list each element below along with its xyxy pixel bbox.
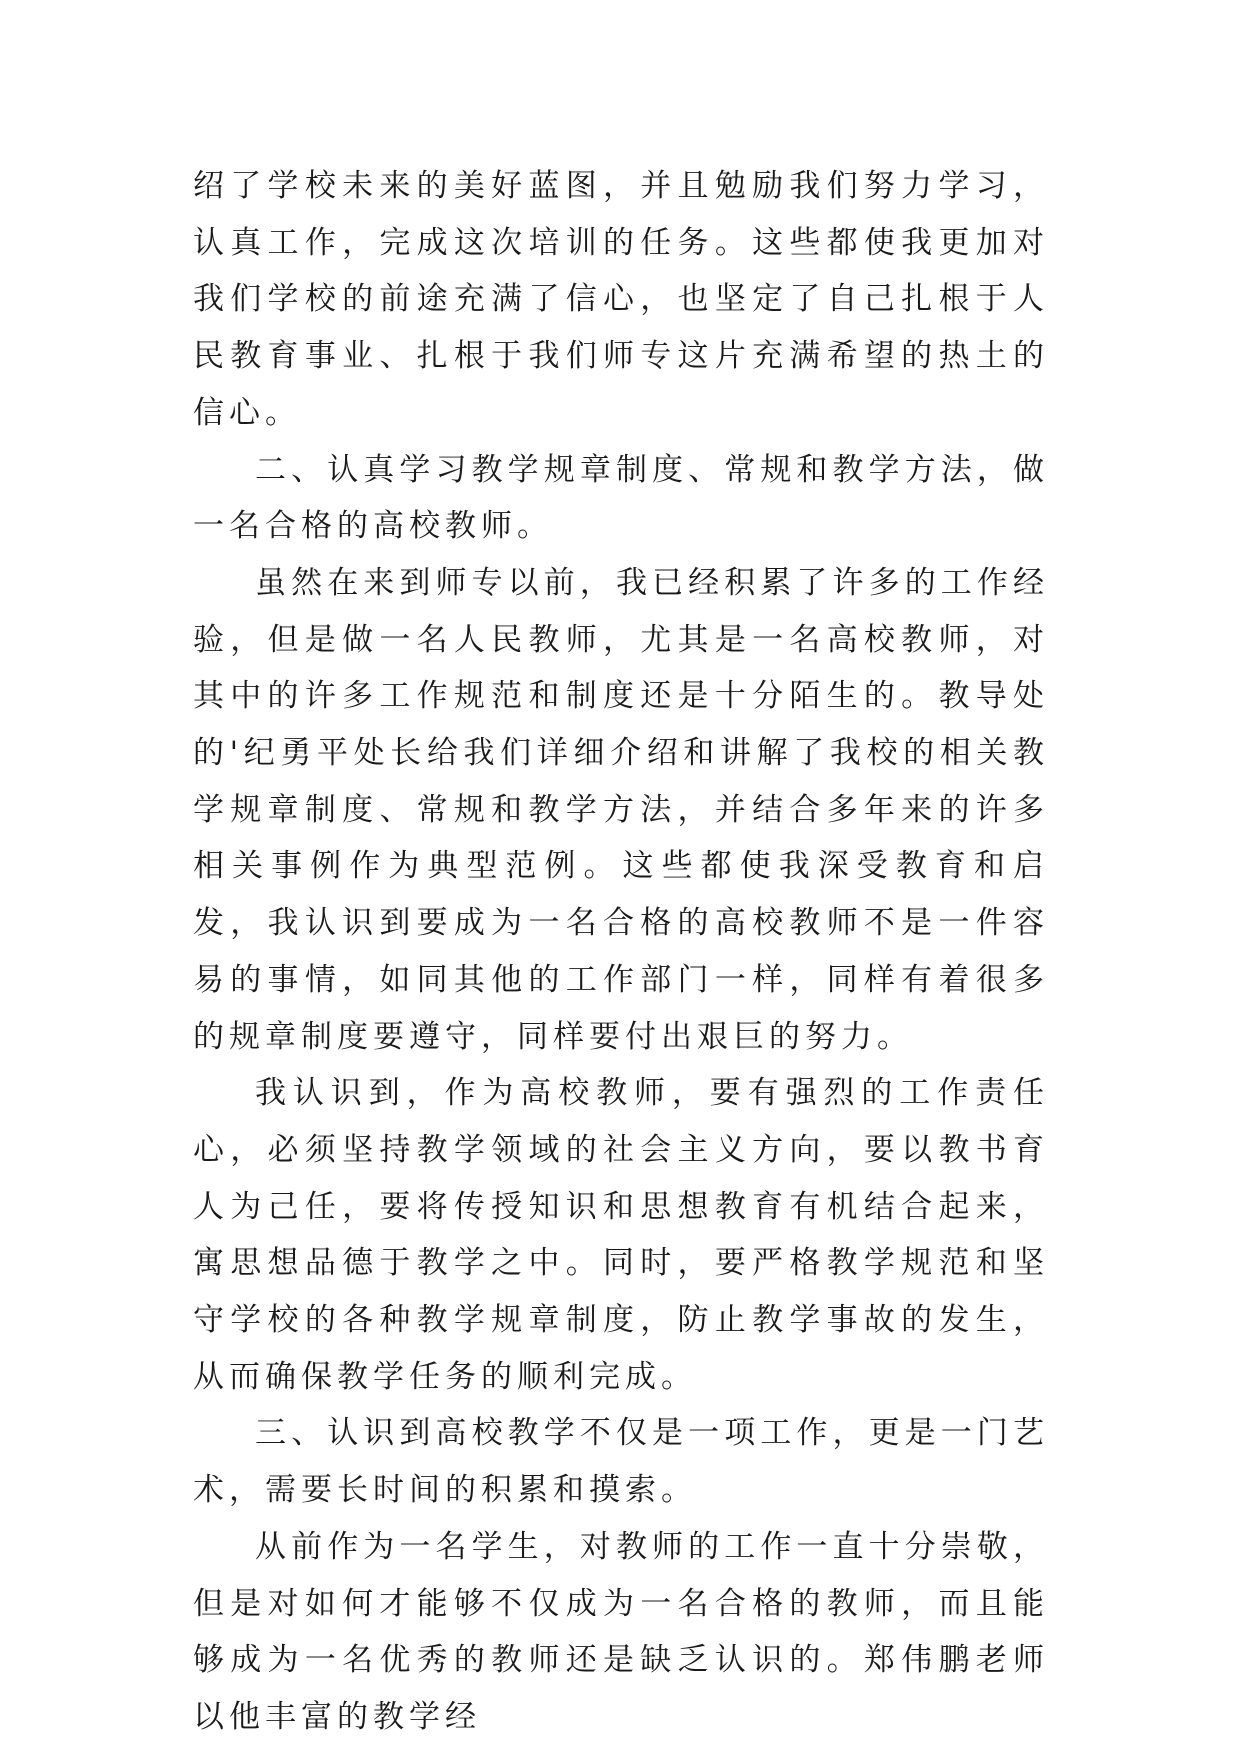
paragraph-5-heading: 三、认识到高校教学不仅是一项工作，更是一门艺术，需要长时间的积累和摸索。 <box>193 1415 1049 1509</box>
paragraph-6: 从前作为一名学生，对教师的工作一直十分崇敬，但是对如何才能够不仅成为一名合格的教师，而且能够成为一名优秀的教师还是缺乏认识的。郑伟鹏老师以他丰富的教学经 <box>193 1528 1049 1735</box>
paragraph-1: 绍了学校未来的美好蓝图，并且勉励我们努力学习，认真工作，完成这次培训的任务。这些都使我更加对我们学校的前途充满了信心，也坚定了自己扎根于人民教育事业、扎根于我们师专这片充满希望的热土的信心。 <box>193 168 1049 431</box>
paragraph-3: 虽然在来到师专以前，我已经积累了许多的工作经验，但是做一名人民教师，尤其是一名高校教师，对其中的许多工作规范和制度还是十分陌生的。教导处的'纪勇平处长给我们详细介绍和讲解了我校的相关教学规章制度、常规和教学方法，并结合多年来的许多相关事例作为典型范例。这些都使我深受教育和启发，我认识到要成为一名合格的高校教师不是一件容易的事情，如同其他的工作部门一样，同样有着很多的规章制度要遵守，同样要付出艰巨的努力。 <box>193 564 1049 1055</box>
paragraph-2-heading: 二、认真学习教学规章制度、常规和教学方法，做一名合格的高校教师。 <box>193 451 1049 545</box>
paragraph-4: 我认识到，作为高校教师，要有强烈的工作责任心，必须坚持教学领域的社会主义方向，要以教书育人为己任，要将传授知识和思想教育有机结合起来，寓思想品德于教学之中。同时，要严格教学规范和坚守学校的各种教学规章制度，防止教学事故的发生，从而确保教学任务的顺利完成。 <box>193 1075 1049 1395</box>
document-body <box>193 158 1049 1746</box>
